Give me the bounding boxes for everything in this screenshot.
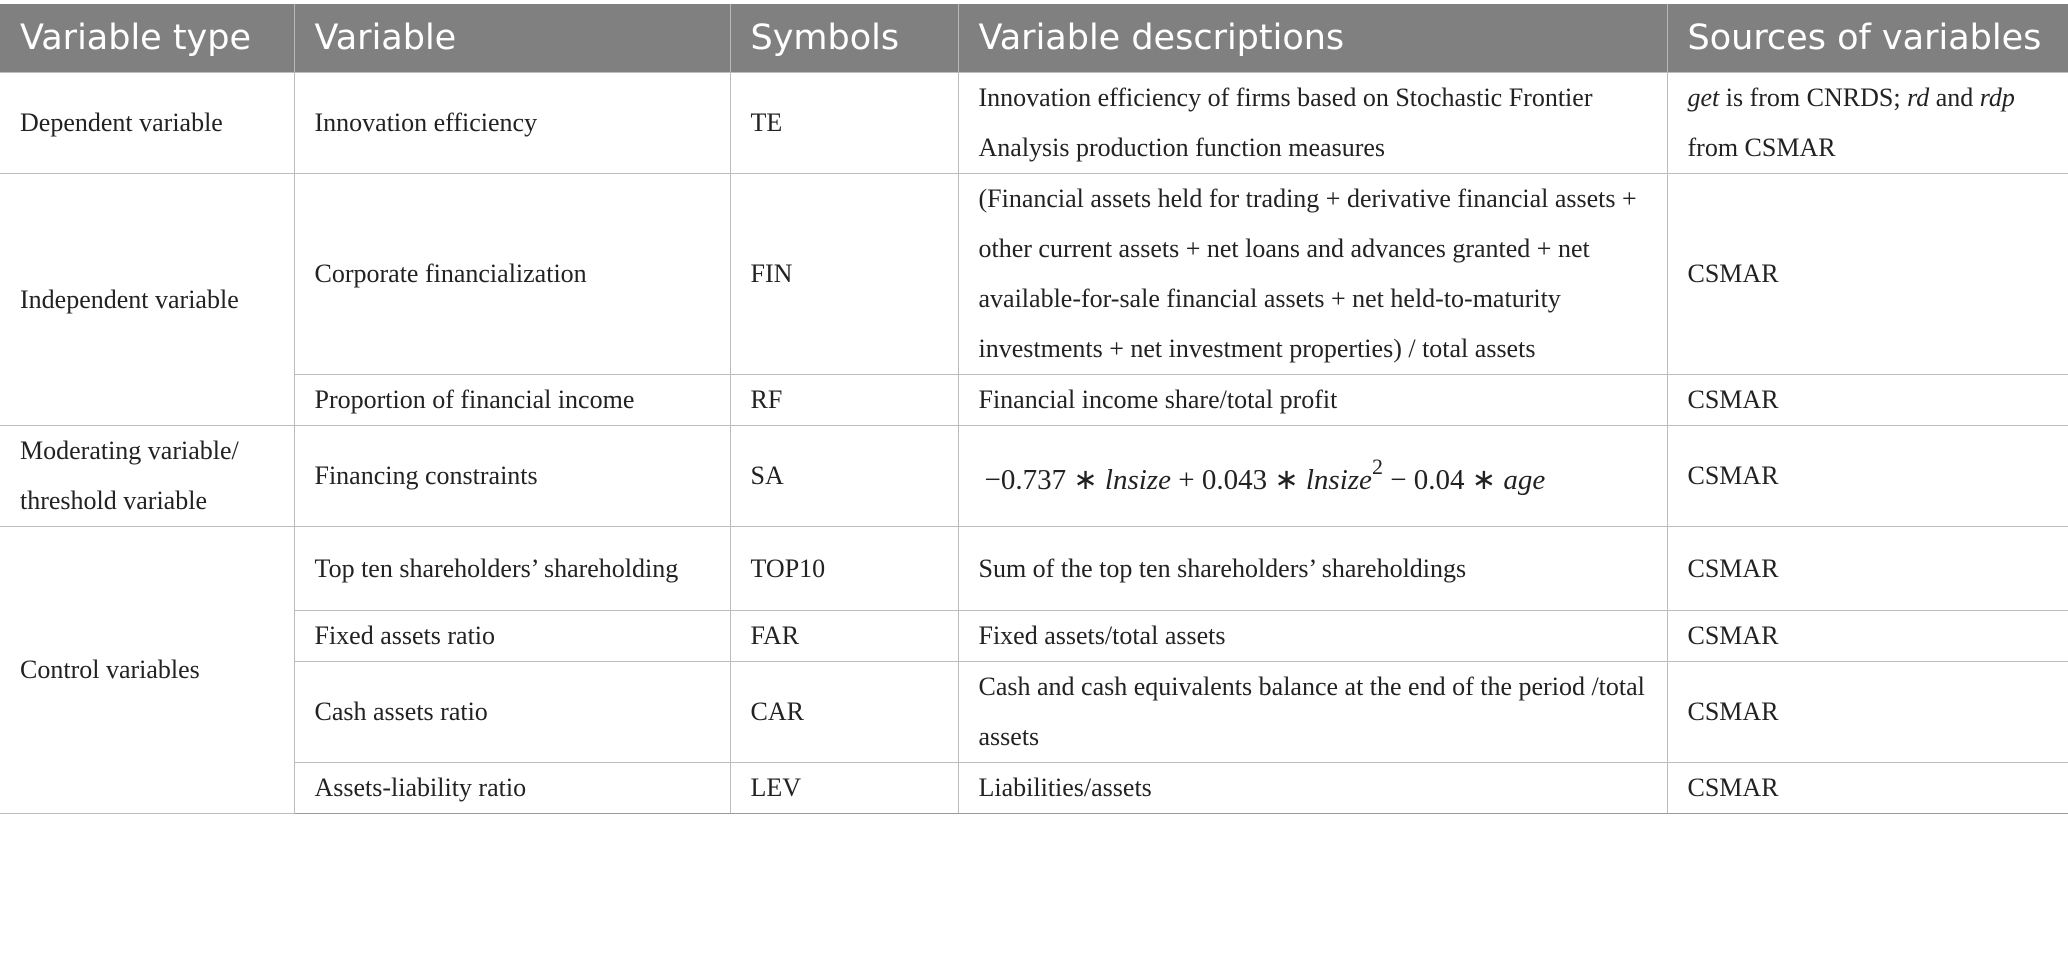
type-cell: Dependent variable (0, 73, 294, 174)
variable-cell: Proportion of financial income (294, 375, 730, 426)
header-sources-of-variables: Sources of variables (1667, 4, 2068, 73)
source-cell: CSMAR (1667, 426, 2068, 527)
source-cell: CSMAR (1667, 611, 2068, 662)
formula-cell (958, 426, 1667, 527)
symbol-cell: TE (730, 73, 958, 174)
variable-cell: Corporate financialization (294, 174, 730, 375)
variables-table-container (0, 4, 2068, 814)
formula-lnsize: lnsize (1305, 463, 1372, 496)
symbol-cell: SA (730, 426, 958, 527)
header-variable-descriptions: Variable descriptions (958, 4, 1667, 73)
header-variable-type: Variable type (0, 4, 294, 73)
description-cell: Fixed assets/total assets (958, 611, 1667, 662)
table-row (0, 763, 2068, 814)
source-cell: CSMAR (1667, 763, 2068, 814)
table-row (0, 73, 2068, 174)
source-cell: CSMAR (1667, 527, 2068, 611)
source-get: get (1687, 83, 1720, 112)
source-cell: CSMAR (1667, 375, 2068, 426)
description-cell: Sum of the top ten shareholders’ shareholdings (958, 527, 1667, 611)
description-cell: Financial income share/total profit (958, 375, 1667, 426)
variable-cell: Financing constraints (294, 426, 730, 527)
type-cell: Independent variable (0, 174, 294, 426)
formula-lnsize: lnsize (1104, 463, 1171, 496)
source-rd: rd (1907, 83, 1930, 112)
variable-cell: Assets-liability ratio (294, 763, 730, 814)
formula-age: age (1503, 463, 1546, 496)
description-cell: (Financial assets held for trading + derivative financial assets + other current assets + net loans and advances granted + net available-for-sale financial assets + net held-to-maturity investments + net investment properties) / total assets (958, 174, 1667, 375)
description-cell: Cash and cash equivalents balance at the end of the period /total assets (958, 662, 1667, 763)
source-rdp: rdp (1979, 83, 2015, 112)
symbol-cell: RF (730, 375, 958, 426)
source-cell: CSMAR (1667, 174, 2068, 375)
table-row (0, 527, 2068, 611)
table-row (0, 426, 2068, 527)
formula-part: + 0.043 ∗ (1170, 463, 1306, 496)
source-cell: CSMAR (1667, 662, 2068, 763)
variable-cell: Innovation efficiency (294, 73, 730, 174)
formula-part: −0.737 ∗ (984, 463, 1105, 496)
symbol-cell: LEV (730, 763, 958, 814)
variable-cell: Top ten shareholders’ shareholding (294, 527, 730, 611)
table-row (0, 611, 2068, 662)
table-row (0, 174, 2068, 375)
source-text-3: from CSMAR (1687, 133, 1836, 162)
type-cell: Moderating variable/ threshold variable (0, 426, 294, 527)
sa-formula (979, 454, 1546, 496)
source-text-2: and (1929, 83, 1980, 112)
source-text-1: is from CNRDS; (1719, 83, 1908, 112)
variables-table (0, 4, 2068, 814)
symbol-cell: FIN (730, 174, 958, 375)
type-cell: Control variables (0, 527, 294, 814)
description-cell: Innovation efficiency of firms based on Stochastic Frontier Analysis production function measures (958, 73, 1667, 174)
table-row (0, 662, 2068, 763)
variable-cell: Cash assets ratio (294, 662, 730, 763)
header-symbols: Symbols (730, 4, 958, 73)
source-cell (1667, 73, 2068, 174)
formula-part: − 0.04 ∗ (1382, 463, 1504, 496)
table-header (0, 4, 2068, 73)
table-body (0, 73, 2068, 814)
formula-exponent: 2 (1371, 454, 1383, 480)
variable-cell: Fixed assets ratio (294, 611, 730, 662)
symbol-cell: TOP10 (730, 527, 958, 611)
header-row (0, 4, 2068, 73)
symbol-cell: FAR (730, 611, 958, 662)
header-variable: Variable (294, 4, 730, 73)
description-cell: Liabilities/assets (958, 763, 1667, 814)
symbol-cell: CAR (730, 662, 958, 763)
table-row (0, 375, 2068, 426)
